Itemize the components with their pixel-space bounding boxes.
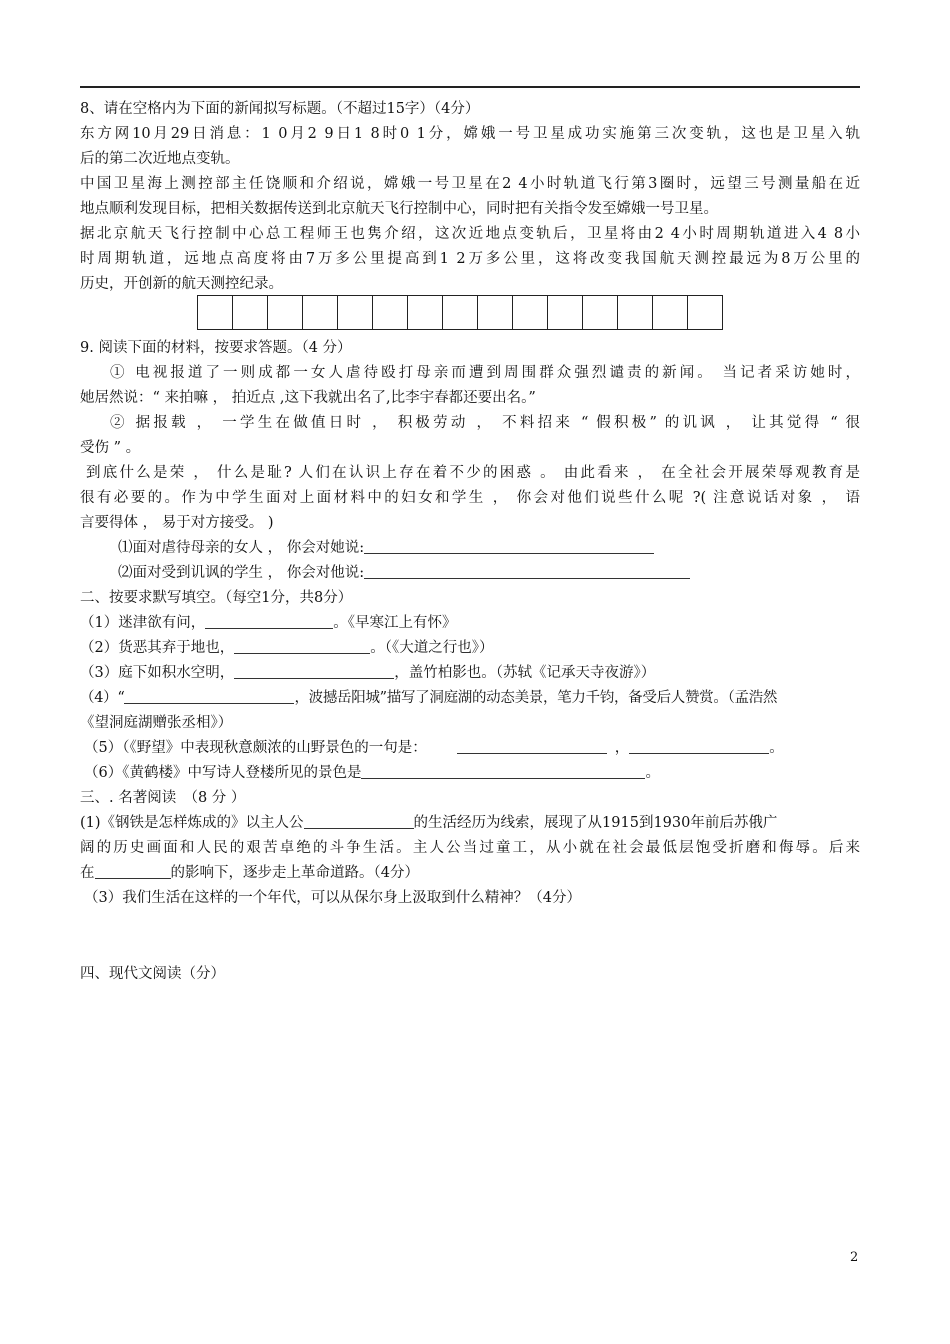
- answer-box[interactable]: [583, 296, 618, 329]
- section-4-title: 四、现代文阅读（分）: [80, 966, 225, 982]
- headline-answer-grid[interactable]: [197, 295, 723, 330]
- answer-box[interactable]: [618, 296, 653, 329]
- q9-paragraph: 很有必要的。作为中学生面对上面材料中的妇女和学生 ， 你会对他们说些什么呢 ?( 注意说话对象 ， 语: [80, 490, 860, 506]
- recite-text: ，波撼岳阳城”描写了洞庭湖的动态美景，笔力千钧，备受后人赞赏。（孟浩然: [294, 690, 778, 706]
- q9-material-1: ① 电视报道了一则成都一女人虐待殴打母亲而遭到周围群众强烈谴责的新闻。 当记者采访她时，: [110, 365, 860, 381]
- answer-box[interactable]: [548, 296, 583, 329]
- section-3-title: 三、. 名著阅读 （8 分 ）: [80, 790, 246, 806]
- q9-answer-1: [118, 537, 898, 559]
- recite-text: 。《早寒江上有怀》: [333, 615, 457, 631]
- q9-answer-2-label: ⑵面对受到讥讽的学生 ， 你会对他说:: [118, 565, 365, 581]
- recite-text: ，盖竹柏影也。（苏轼《记承天寺夜游》）: [394, 665, 656, 681]
- classic-reading-question: （3）我们生活在这样的一个年代，可以从保尔身上汲取到什么精神？（4分）: [84, 890, 581, 906]
- recite-text: （5）（《野望》中表现秋意颇浓的山野景色的一句是：: [84, 740, 427, 756]
- q8-paragraph: 后的第二次近地点变轨。: [80, 151, 240, 167]
- reading-text: 的影响下，逐步走上革命道路。（4分）: [170, 865, 419, 881]
- q9-answer-1-label: ⑴面对虐待母亲的女人 ， 你会对她说:: [118, 540, 365, 556]
- q8-paragraph: 时周期轨道，远地点高度将由7万多公里提高到1 2万多公里，这将改变我国航天测控最远为8万公里的: [80, 251, 860, 267]
- recite-text: （4）“: [80, 690, 125, 706]
- answer-box[interactable]: [338, 296, 373, 329]
- reading-text: 的生活经历为线索，展现了从1915到1930年前后苏俄广: [413, 815, 778, 831]
- q9-material-2: 受伤 ” 。: [80, 440, 141, 456]
- recite-item-4-source: 《望洞庭湖赠张丞相》）: [80, 715, 233, 731]
- classic-reading-line: [80, 812, 860, 834]
- recite-item-4: [80, 687, 860, 709]
- answer-box[interactable]: [513, 296, 548, 329]
- recite-text: （3）庭下如积水空明，: [80, 665, 235, 681]
- reading-text: (1)《钢铁是怎样炼成的》以主人公: [80, 815, 304, 831]
- recite-text: （2）货恶其弃于地也，: [80, 640, 235, 656]
- header-rule: [80, 86, 860, 88]
- q8-paragraph: 地点顺利发现目标，把相关数据传送到北京航天飞行控制中心，同时把有关指令发至嫦娥一号卫星。: [80, 201, 718, 217]
- answer-box[interactable]: [408, 296, 443, 329]
- q9-paragraph: 到底什么是荣 ， 什么是耻? 人们在认识上存在着不少的困惑 。 由此看来 ， 在全社会开展荣辱观教育是: [86, 465, 860, 481]
- recite-text: 。: [645, 765, 660, 781]
- answer-blank[interactable]: [95, 864, 171, 879]
- answer-blank[interactable]: [234, 664, 394, 679]
- answer-box[interactable]: [478, 296, 513, 329]
- answer-blank[interactable]: [304, 814, 414, 829]
- reading-text: 在: [80, 865, 95, 881]
- answer-blank[interactable]: [361, 764, 645, 779]
- page-number: 2: [850, 1250, 859, 1265]
- recite-text: 。: [769, 740, 784, 756]
- answer-box[interactable]: [303, 296, 338, 329]
- answer-box[interactable]: [233, 296, 268, 329]
- answer-box[interactable]: [653, 296, 688, 329]
- answer-blank[interactable]: [457, 739, 607, 754]
- recite-item-1: [80, 612, 860, 634]
- q9-title: 9. 阅读下面的材料，按要求答题。（4 分）: [80, 340, 352, 356]
- q9-answer-2: [118, 562, 898, 584]
- q8-paragraph: 中国卫星海上测控部主任饶顺和介绍说，嫦娥一号卫星在2 4小时轨道飞行第3圈时，远望三号测量船在近: [80, 176, 860, 192]
- answer-blank[interactable]: [364, 564, 690, 579]
- q9-material-2: ② 据报载 ， 一学生在做值日时 ， 积极劳动 ， 不料招来 “ 假积极” 的讥讽 ， 让其觉得 “ 很: [110, 415, 860, 431]
- recite-text: （6）《黄鹤楼》中写诗人登楼所见的景色是: [84, 765, 362, 781]
- answer-blank[interactable]: [629, 739, 769, 754]
- recite-item-2: [80, 637, 860, 659]
- recite-item-3: [80, 662, 860, 684]
- recite-text: ，: [614, 740, 630, 756]
- recite-text: 。（《大道之行也》）: [370, 640, 494, 656]
- recite-item-6: [84, 762, 864, 784]
- answer-box[interactable]: [443, 296, 478, 329]
- answer-box[interactable]: [373, 296, 408, 329]
- answer-box[interactable]: [198, 296, 233, 329]
- recite-item-5: [84, 737, 864, 759]
- q8-paragraph: 据北京航天飞行控制中心总工程师王也隽介绍，这次近地点变轨后，卫星将由2 4小时周期轨道进入4 8小: [80, 226, 860, 242]
- answer-box[interactable]: [688, 296, 723, 329]
- answer-blank[interactable]: [124, 689, 294, 704]
- answer-box[interactable]: [268, 296, 303, 329]
- classic-reading-line: [80, 862, 860, 884]
- q8-paragraph: 东方网10月29日消息：1 0月2 9日1 8时0 1分，嫦娥一号卫星成功实施第三次变轨，这也是卫星入轨: [80, 126, 860, 142]
- q8-title: 8、请在空格内为下面的新闻拟写标题。（不超过15字）（4分）: [80, 101, 480, 117]
- section-2-title: 二、按要求默写填空。（每空1分，共8分）: [80, 590, 353, 606]
- q9-paragraph: 言要得体 ， 易于对方接受。 ): [80, 515, 274, 531]
- recite-text: （1）迷津欲有问，: [80, 615, 206, 631]
- answer-blank[interactable]: [234, 639, 370, 654]
- answer-blank[interactable]: [364, 539, 654, 554]
- q8-paragraph: 历史，开创新的航天测控纪录。: [80, 276, 283, 292]
- q9-material-1: 她居然说：“ 来拍嘛 ， 拍近点 ,这下我就出名了,比李宇春都还要出名。”: [80, 390, 536, 406]
- classic-reading-line: 阔的历史画面和人民的艰苦卓绝的斗争生活。主人公当过童工，从小就在社会最低层饱受折磨和侮辱。后来: [80, 840, 860, 856]
- answer-blank[interactable]: [205, 614, 333, 629]
